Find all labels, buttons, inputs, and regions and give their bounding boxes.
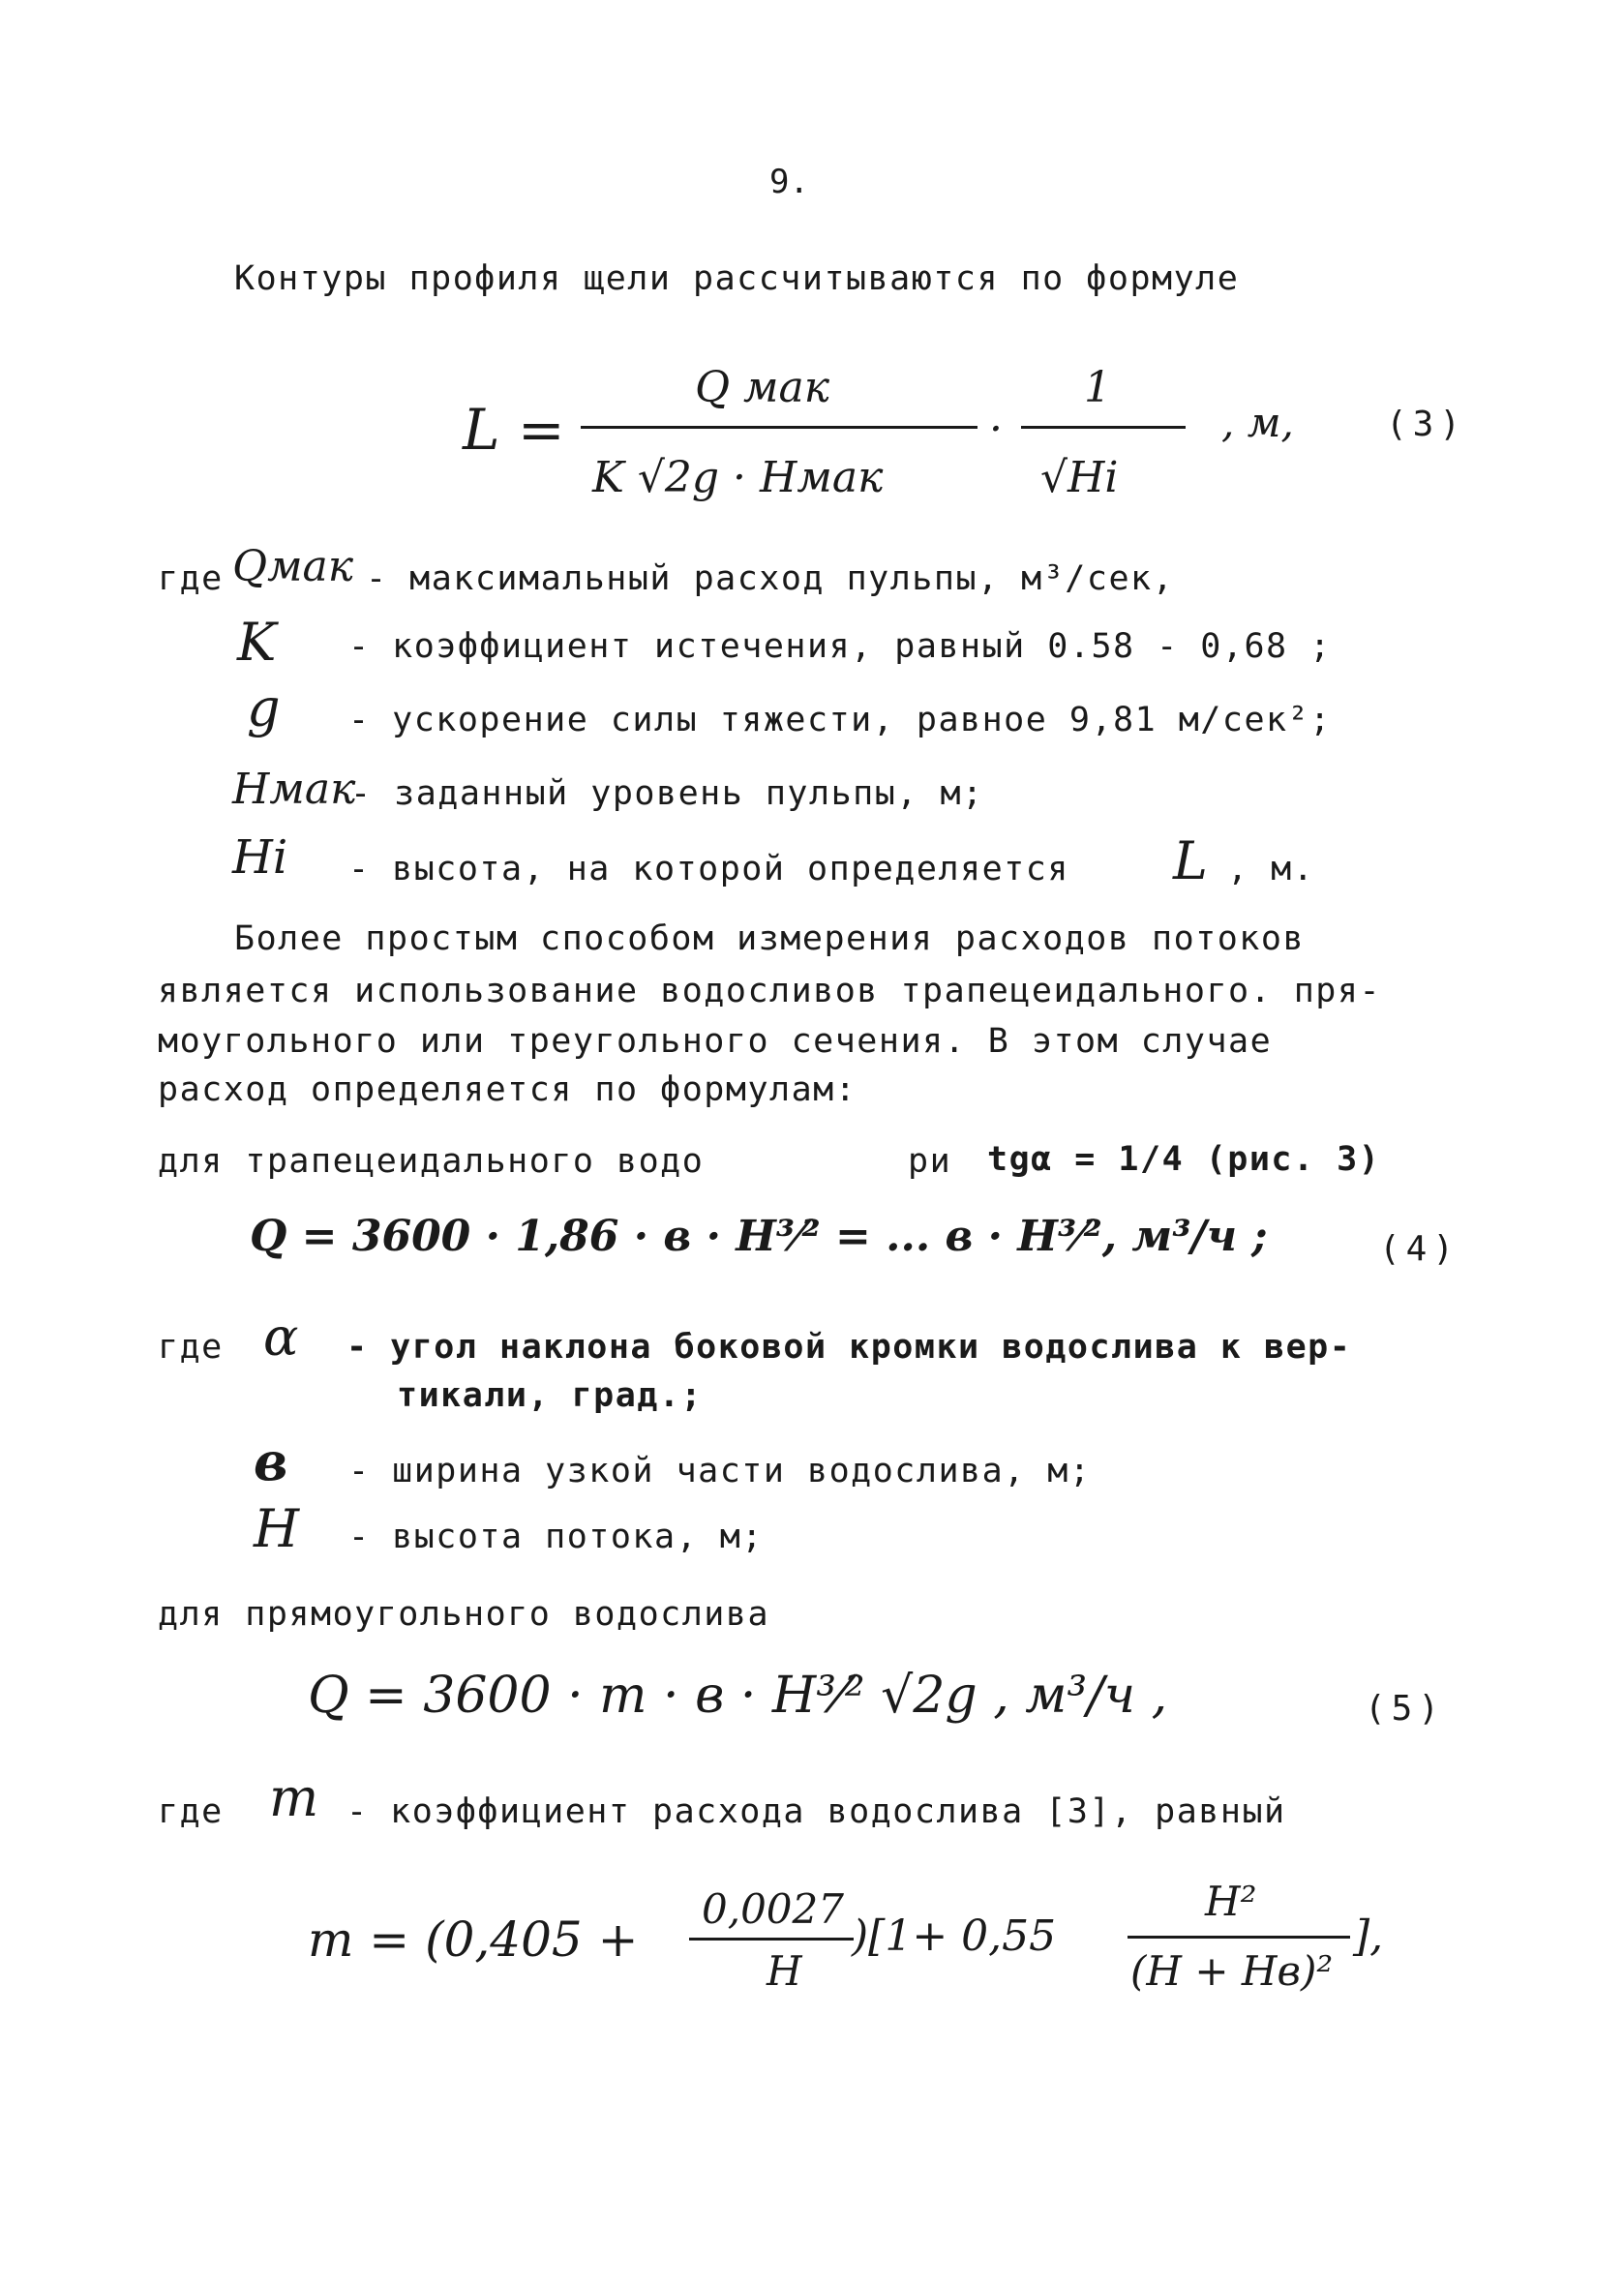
trap-label-left: для трапецеидального водо [158,1142,705,1181]
def-m-text: - коэффициент расхода водослива [3], равный [346,1792,1286,1831]
def-symbol-hi: Hi [232,830,288,885]
eq5-number: (5) [1365,1689,1446,1729]
def-tail-symbol-l: L [1173,830,1208,891]
def-symbol-alpha: α [263,1307,299,1368]
rect-label: для прямоугольного водослива [158,1595,770,1634]
def-text-b: - ширина узкой части водослива, м; [348,1452,1092,1490]
def-m-prefix: где [158,1792,224,1831]
trap-label-mid: ри [908,1142,952,1181]
eqm-num: 0,0027 [702,1885,844,1933]
def-text-hmax: - заданный уровень пульпы, м; [350,774,984,813]
def-symbol-b: в [254,1430,288,1492]
eqm-fraction-bar-1 [689,1938,854,1941]
def-symbol-hmax: Hмак [232,765,356,814]
eq3-fraction-bar-2 [1021,426,1186,429]
eqm-den2: (H + Hв)² [1130,1947,1334,1995]
eq3-number: (3) [1386,405,1467,444]
eq3-num2: 1 [1084,363,1111,412]
para-line: является использование водосливов трапецеидального. пря- [158,972,1382,1010]
def-symbol-g: g [247,677,281,738]
def-prefix: где [158,1328,224,1367]
trap-label-cond: tgα = 1/4 (рис. 3) [987,1140,1381,1179]
eq4-number: (4) [1379,1229,1460,1269]
def-text-h: - высота потока, м; [348,1518,764,1556]
eqm-tail: ], [1353,1911,1384,1961]
eq3-den1: K √2g · Hмак [592,453,884,502]
para-line: моугольного или треугольного сечения. В этом случае [158,1022,1273,1061]
eq3-fraction-bar-1 [581,426,977,429]
eqm-num2: H² [1205,1878,1257,1925]
eq4-formula: Q = 3600 · 1,86 · в · H³⁄² = ... в · H³⁄², м³/ч ; [250,1212,1268,1261]
def-prefix: где [158,559,224,598]
def-symbol-qmax: Qмак [232,542,354,591]
para-line: Более простым способом измерения расходов потоков [234,919,1306,958]
para-line: расход определяется по формулам: [158,1070,857,1109]
def-m-symbol: m [269,1767,319,1828]
intro-line: Контуры профиля щели рассчитываются по формуле [234,259,1240,298]
def-symbol-k: K [237,612,277,673]
eq3-den2: √Hi [1040,453,1119,502]
eqm-den: H [767,1947,802,1995]
eq3-dot: · [989,405,1003,454]
def-text-alpha: - угол наклона боковой кромки водослива к вер- [346,1328,1352,1367]
def-tail-hi: , м. [1227,850,1315,888]
eq5-formula: Q = 3600 · m · в · H³⁄² √2g , м³/ч , [308,1667,1168,1725]
eqm-lhs: m = (0,405 + [308,1911,639,1968]
def-symbol-h: H [254,1498,300,1559]
def-text-qmax: - максимальный расход пульпы, м³/сек, [366,559,1175,598]
def-text-g: - ускорение силы тяжести, равное 9,81 м/сек²; [348,701,1332,739]
eq3-units: , м, [1221,399,1294,446]
def-text-k: - коэффициент истечения, равный 0.58 - 0,68 ; [348,627,1332,666]
eqm-fraction-bar-2 [1128,1936,1350,1939]
eq3-lhs: L = [463,397,565,463]
eqm-mid: )[1+ 0,55 [852,1911,1057,1961]
page-number: 9. [769,163,809,201]
def-text-hi: - высота, на которой определяется [348,850,1069,888]
def-text-alpha-cont: тикали, град.; [397,1376,704,1415]
eq3-num1: Q мак [695,363,830,412]
